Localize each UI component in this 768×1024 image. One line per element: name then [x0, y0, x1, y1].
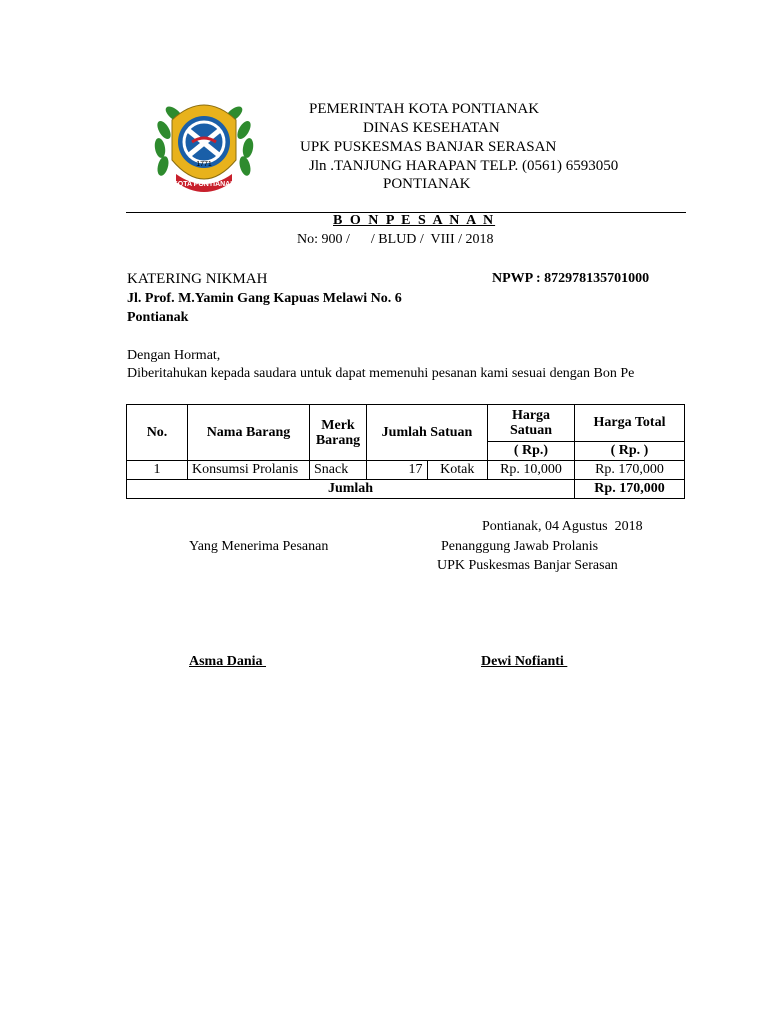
right-signer-name: Dewi Nofianti [481, 654, 568, 669]
col-header-jumlah-satuan: Jumlah Satuan [367, 405, 488, 461]
greeting: Dengan Hormat, [127, 348, 221, 363]
right-signer-unit: UPK Puskesmas Banjar Serasan [437, 558, 618, 573]
svg-text:KOTA PONTIANAK: KOTA PONTIANAK [172, 181, 236, 188]
header-government: PEMERINTAH KOTA PONTIANAK [309, 101, 540, 117]
recipient-npwp: NPWP : 872978135701000 [492, 271, 650, 286]
cell-harga-total: Rp. 170,000 [575, 461, 685, 480]
col-header-harga-total: Harga Total [575, 405, 685, 442]
recipient-city: Pontianak [127, 310, 189, 325]
order-table [126, 404, 685, 499]
document-title: B O N P E S A N A N [333, 213, 496, 228]
total-row [127, 480, 685, 499]
total-label: Jumlah [127, 480, 575, 499]
header-department: DINAS KESEHATAN [363, 120, 500, 136]
recipient-address: Jl. Prof. M.Yamin Gang Kapuas Melawi No. 6 [127, 291, 402, 306]
body-text-clip [0, 360, 702, 390]
cell-nama-barang: Konsumsi Prolanis [188, 461, 310, 480]
left-signer-title: Yang Menerima Pesanan [189, 539, 329, 554]
kota-pontianak-logo [150, 90, 258, 200]
table-row [127, 461, 685, 480]
left-signer-name: Asma Dania [189, 654, 267, 669]
cell-harga-satuan: Rp. 10,000 [488, 461, 575, 480]
cell-no: 1 [127, 461, 188, 480]
col-header-rp-satuan: ( Rp.) [488, 442, 575, 461]
cell-merk: Snack [310, 461, 367, 480]
col-header-no: No. [127, 405, 188, 461]
total-value: Rp. 170,000 [575, 480, 685, 499]
header-address: Jln .TANJUNG HARAPAN TELP. (0561) 6593050 [309, 158, 619, 174]
col-header-harga-satuan: Harga Satuan [488, 405, 575, 442]
cell-satuan: Kotak [427, 461, 488, 480]
cell-jumlah: 17 [367, 461, 428, 480]
recipient-name: KATERING NIKMAH [127, 271, 268, 287]
place-date: Pontianak, 04 Agustus 2018 [482, 519, 643, 534]
body-text: Diberitahukan kepada saudara untuk dapat memenuhi pesanan kami sesuai dengan Bon Pe [127, 366, 635, 381]
header-unit: UPK PUSKESMAS BANJAR SERASAN [300, 139, 557, 155]
document-number: No: 900 / / BLUD / VIII / 2018 [297, 232, 494, 247]
col-header-rp-total: ( Rp. ) [575, 442, 685, 461]
col-header-merk-barang: Merk Barang [310, 405, 367, 461]
right-signer-title: Penanggung Jawab Prolanis [441, 539, 599, 554]
svg-text:1771: 1771 [196, 161, 212, 168]
header-city: PONTIANAK [383, 176, 471, 192]
col-header-nama-barang: Nama Barang [188, 405, 310, 461]
